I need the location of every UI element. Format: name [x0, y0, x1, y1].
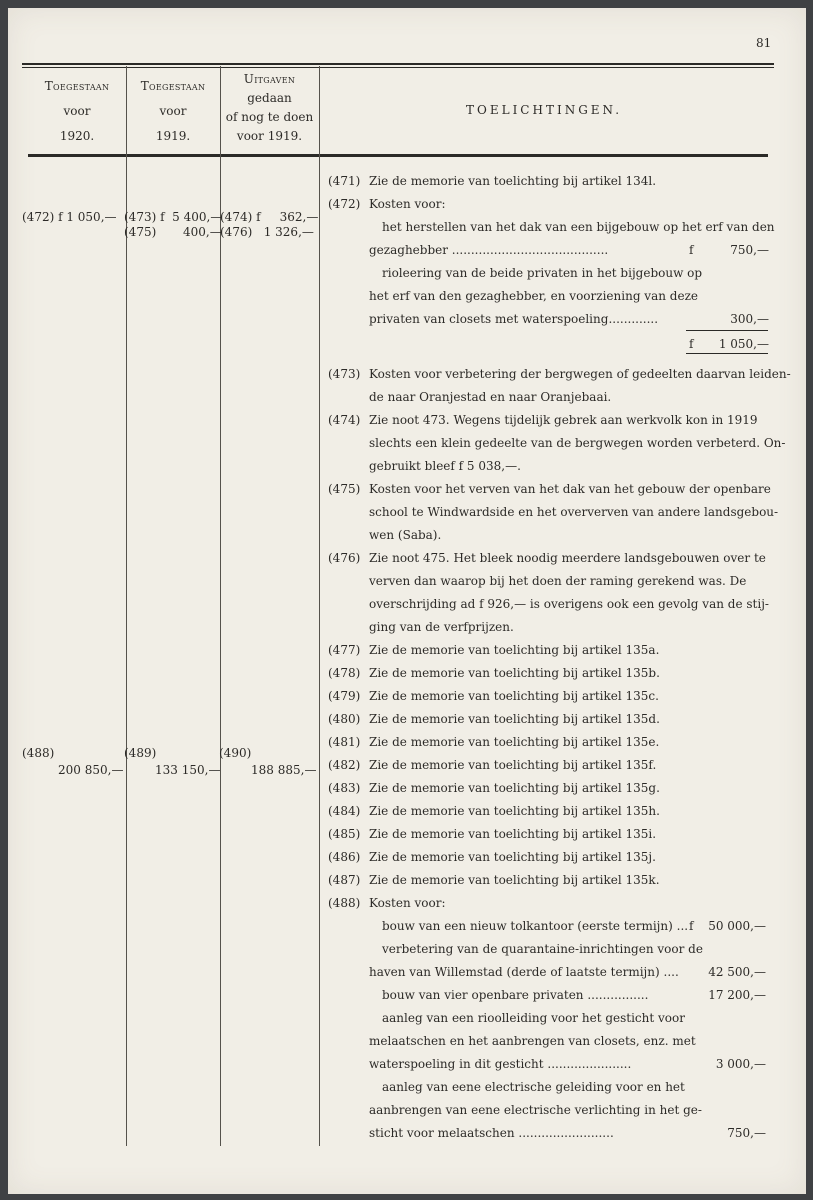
amount-476: (476) 1 326,— [220, 225, 314, 239]
note-488-d3 [369, 1057, 683, 1071]
header-col1-line1: Toegestaan [44, 79, 110, 93]
note-num-488: (488) [328, 896, 361, 910]
page-number: 81 [756, 36, 772, 50]
note-num-486: (486) [328, 850, 361, 864]
note-475-l1: Kosten voor het verven van het dak van het gebouw der openbare [369, 482, 771, 496]
note-num-484: (484) [328, 804, 361, 818]
total-rule [686, 353, 768, 354]
note-473-l1: Kosten voor verbetering der bergwegen of gedeelten daarvan leiden- [369, 367, 791, 381]
note-472: Kosten voor: [369, 197, 446, 211]
leader-dots: ......................... [514, 1126, 614, 1140]
header-col3-line3: of nog te doen [225, 110, 314, 124]
note-473-l2: de naar Oranjestad en naar Oranjebaai. [369, 390, 612, 404]
note-num-480: (480) [328, 712, 361, 726]
note-488-e2: aanbrengen van eene electrische verlichting in het ge- [369, 1103, 702, 1117]
header-col-1919 [126, 74, 220, 149]
leader-dots: ................ [583, 988, 649, 1002]
note-486: Zie de memorie van toelichting bij artikel 135j. [369, 850, 656, 864]
note-num-478: (478) [328, 666, 361, 680]
note-488-b-amount: 42 500,— [708, 965, 766, 979]
header-col2-line2: voor [159, 104, 187, 118]
note-num-475: (475) [328, 482, 361, 496]
note-488-d3-text: waterspoeling in dit gesticht [369, 1057, 544, 1071]
header-col3-line2: gedaan [247, 91, 292, 105]
note-num-482: (482) [328, 758, 361, 772]
amount-475: (475) 400,— [124, 225, 222, 239]
note-472-total: 1 050,— [718, 337, 769, 351]
note-472-b1: rioleering van de beide privaten in het bijgebouw op [382, 266, 703, 280]
note-488-d2: melaatschen en het aanbrengen van closets, enz. met [369, 1034, 696, 1048]
header-top-rule-2 [22, 67, 774, 68]
note-num-487: (487) [328, 873, 361, 887]
header-col2-line1: Toegestaan [140, 79, 206, 93]
header-col3-line1: Uitgaven [243, 72, 296, 86]
note-477: Zie de memorie van toelichting bij artikel 135a. [369, 643, 660, 657]
note-488-c1 [382, 988, 682, 1002]
note-488: Kosten voor: [369, 896, 446, 910]
note-476-l2: verven dan waarop bij het doen der raming gerekend was. De [369, 574, 747, 588]
note-476-l3: overschrijding ad f 926,— is overigens ook een gevolg van de stij- [369, 597, 769, 611]
note-487: Zie de memorie van toelichting bij artikel 135k. [369, 873, 660, 887]
note-num-477: (477) [328, 643, 361, 657]
note-480: Zie de memorie van toelichting bij artikel 135d. [369, 712, 660, 726]
note-475-l2: school te Windwardside en het oververven van andere landsgebou- [369, 505, 779, 519]
note-481: Zie de memorie van toelichting bij artikel 135e. [369, 735, 660, 749]
note-num-472: (472) [328, 197, 361, 211]
note-472-b3-text: privaten van closets met waterspoeling [369, 312, 609, 326]
note-488-a1: bouw van een nieuw tolkantoor (eerste termijn) ... [382, 919, 689, 933]
note-num-471: (471) [328, 174, 361, 188]
note-472-b2: het erf van den gezaghebber, en voorziening van deze [369, 289, 698, 303]
note-472-b3 [369, 312, 685, 326]
leader-dots: ...................... [543, 1057, 632, 1071]
note-472-a1: het herstellen van het dak van een bijgebouw op het erf van den [382, 220, 775, 234]
ref-489: (489) [124, 746, 157, 760]
note-num-476: (476) [328, 551, 361, 565]
note-num-481: (481) [328, 735, 361, 749]
note-472-total-f: f [689, 337, 694, 351]
note-482: Zie de memorie van toelichting bij artikel 135f. [369, 758, 657, 772]
note-488-a-f: f [689, 919, 694, 933]
note-472-a-f: f [689, 243, 694, 257]
note-num-474: (474) [328, 413, 361, 427]
header-top-rule [22, 63, 774, 65]
note-472-a2-text: gezaghebber [369, 243, 448, 257]
note-488-d-amount: 3 000,— [715, 1057, 766, 1071]
document-page [8, 8, 806, 1194]
note-478: Zie de memorie van toelichting bij artikel 135b. [369, 666, 660, 680]
header-bottom-rule [28, 154, 768, 157]
header-col1-line2: voor [63, 104, 91, 118]
note-475-l3: wen (Saba). [369, 528, 442, 542]
amount-472: (472) f 1 050,— [22, 210, 117, 224]
header-col-1920 [28, 74, 126, 149]
note-484: Zie de memorie van toelichting bij artikel 135h. [369, 804, 660, 818]
header-col-uitgaven [220, 70, 319, 146]
amount-490-total: 188 885,— [251, 763, 317, 777]
note-472-a-amount: 750,— [730, 243, 769, 257]
amount-473: (473) f 5 400,— [124, 210, 223, 224]
amount-488-total: 200 850,— [58, 763, 124, 777]
header-col1-line3: 1920. [59, 129, 95, 143]
note-485: Zie de memorie van toelichting bij artikel 135i. [369, 827, 657, 841]
note-483: Zie de memorie van toelichting bij artikel 135g. [369, 781, 660, 795]
leader-dots: ............. [608, 312, 659, 326]
note-476-l4: ging van de verfprijzen. [369, 620, 514, 634]
note-472-b-amount: 300,— [730, 312, 769, 326]
note-num-483: (483) [328, 781, 361, 795]
leader-dots: ......................................... [447, 243, 609, 257]
note-488-b1: verbetering van de quarantaine-inrichtingen voor de [382, 942, 703, 956]
column-divider-3 [319, 66, 320, 1146]
note-479: Zie de memorie van toelichting bij artikel 135c. [369, 689, 659, 703]
header-col2-line3: 1919. [155, 129, 191, 143]
note-476-l1: Zie noot 475. Het bleek noodig meerdere landsgebouwen over te [369, 551, 766, 565]
note-488-a-amount: 50 000,— [708, 919, 766, 933]
note-num-473: (473) [328, 367, 361, 381]
note-488-e-amount: 750,— [727, 1126, 766, 1140]
ref-488: (488) [22, 746, 55, 760]
header-toelichtingen: TOELICHTINGEN. [466, 103, 623, 117]
note-488-d1: aanleg van een rioolleiding voor het gesticht voor [382, 1011, 685, 1025]
note-471: Zie de memorie van toelichting bij artikel 134l. [369, 174, 657, 188]
note-474-l1: Zie noot 473. Wegens tijdelijk gebrek aan werkvolk kon in 1919 [369, 413, 758, 427]
ref-490: (490) [219, 746, 252, 760]
amount-489-total: 133 150,— [155, 763, 221, 777]
note-474-l2: slechts een klein gedeelte van de bergwegen worden verbeterd. On- [369, 436, 786, 450]
note-488-c-amount: 17 200,— [708, 988, 766, 1002]
note-472-a2 [369, 243, 683, 257]
sum-rule [686, 330, 768, 331]
note-num-485: (485) [328, 827, 361, 841]
note-num-479: (479) [328, 689, 361, 703]
note-488-e1: aanleg van eene electrische geleiding voor en het [382, 1080, 685, 1094]
note-474-l3: gebruikt bleef f 5 038,—. [369, 459, 521, 473]
note-488-e3-text: sticht voor melaatschen [369, 1126, 515, 1140]
note-488-b2: haven van Willemstad (derde of laatste termijn) .... [369, 965, 679, 979]
header-col3-line4: voor 1919. [236, 129, 303, 143]
amount-474: (474) f 362,— [220, 210, 319, 224]
note-488-c1-text: bouw van vier openbare privaten [382, 988, 584, 1002]
note-488-e3 [369, 1126, 683, 1140]
